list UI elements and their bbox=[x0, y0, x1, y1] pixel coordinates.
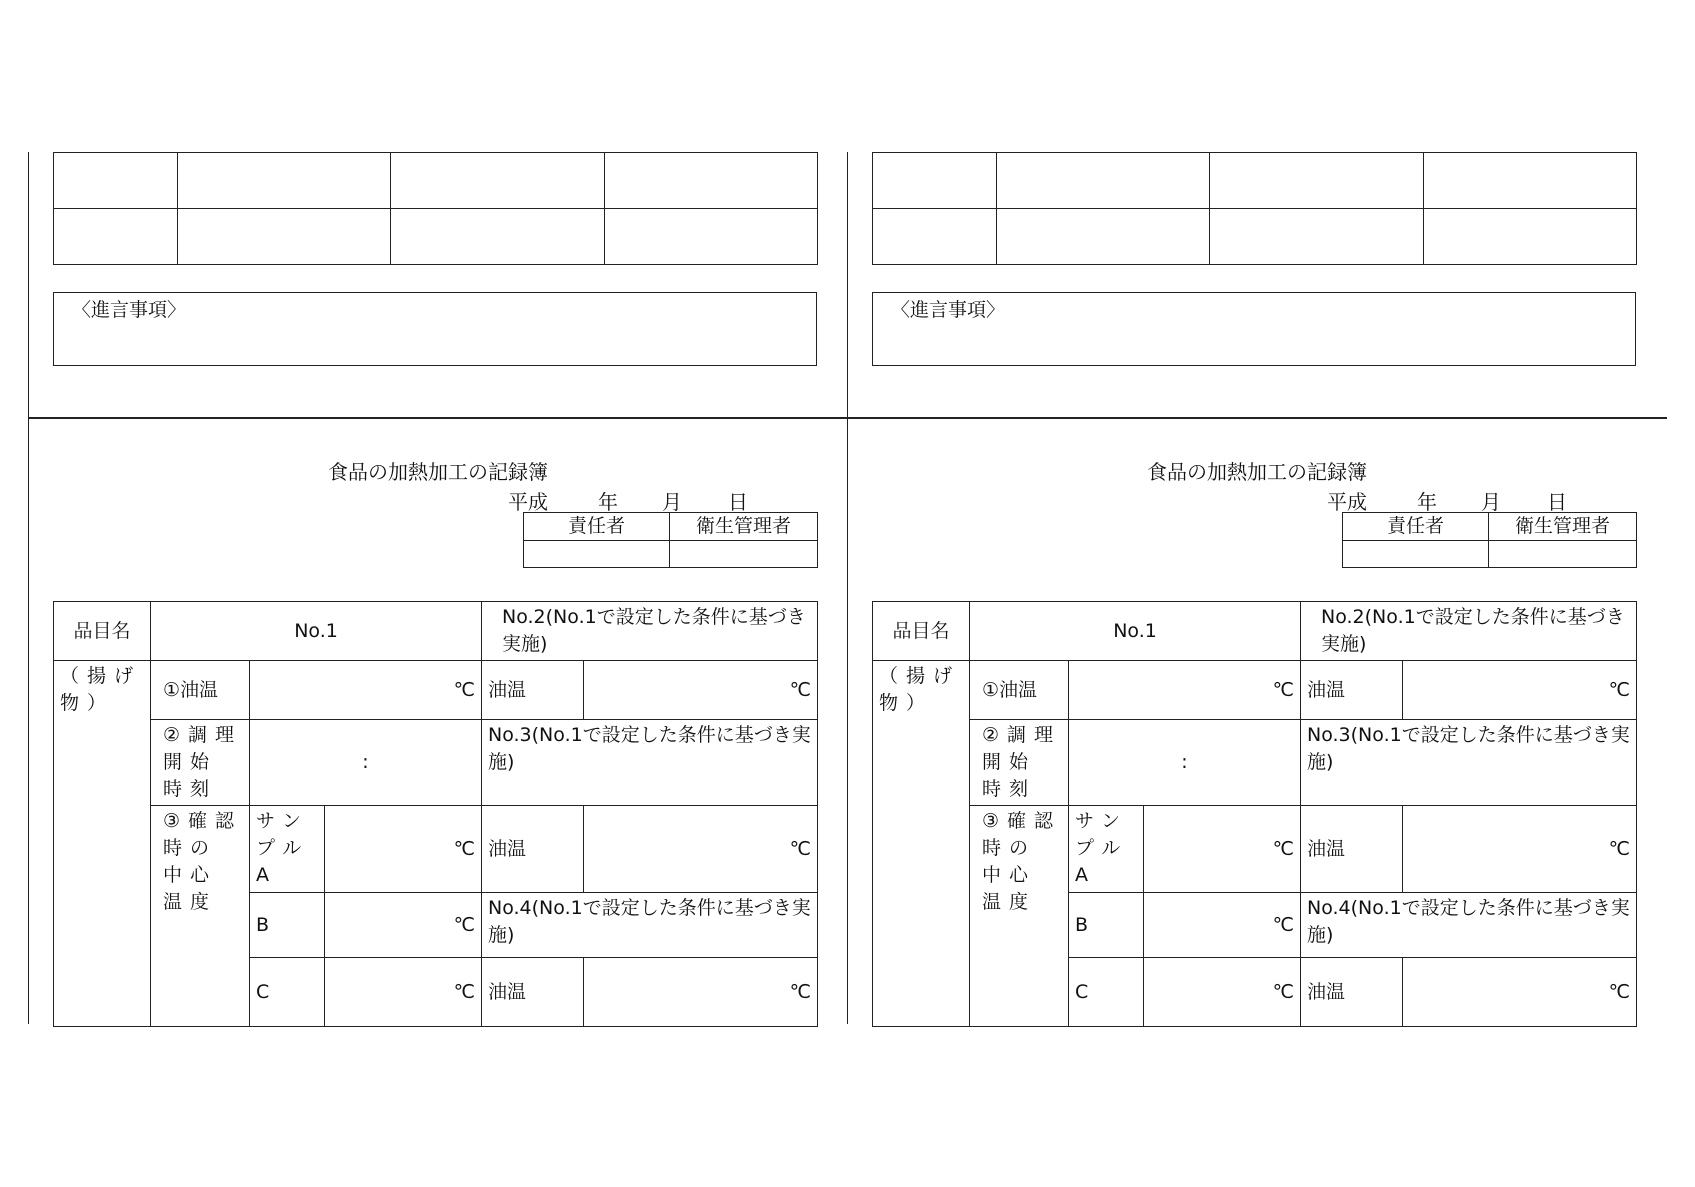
start-time-value[interactable]: : bbox=[1069, 720, 1301, 806]
no3-oil-temp-label: 油温 bbox=[482, 806, 584, 893]
no2-oil-temp-value[interactable]: ℃ bbox=[584, 661, 818, 720]
no2-header: No.2(No.1で設定した条件に基づき実施) bbox=[1301, 602, 1637, 661]
sample-a-value[interactable]: ℃ bbox=[1144, 806, 1301, 893]
form-panel bbox=[0, 0, 820, 1187]
hygiene-manager-signature[interactable] bbox=[1489, 541, 1637, 568]
hygiene-manager-label: 衛生管理者 bbox=[1489, 513, 1637, 541]
date-era: 平成 bbox=[508, 490, 548, 514]
heating-record-table bbox=[872, 601, 1637, 1027]
sample-c-label: C bbox=[250, 958, 325, 1027]
form-panel bbox=[819, 0, 1639, 1187]
form-title: 食品の加熱加工の記録簿 bbox=[328, 460, 548, 484]
start-time-label: ②調理開始時刻 bbox=[970, 720, 1069, 806]
cell[interactable] bbox=[873, 153, 997, 209]
item-name-value[interactable]: （揚げ物） bbox=[54, 661, 151, 1027]
cell[interactable] bbox=[873, 209, 997, 265]
advice-box[interactable] bbox=[872, 292, 1636, 366]
no3-header: No.3(No.1で設定した条件に基づき実施) bbox=[482, 720, 818, 806]
no2-oil-temp-label: 油温 bbox=[482, 661, 584, 720]
cell[interactable] bbox=[605, 209, 818, 265]
previous-record-table bbox=[872, 152, 1637, 265]
hygiene-manager-label: 衛生管理者 bbox=[670, 513, 818, 541]
date-month: 月 bbox=[662, 490, 682, 514]
no3-oil-temp-value[interactable]: ℃ bbox=[1403, 806, 1637, 893]
core-temp-label: ③確認時の中心温度 bbox=[970, 806, 1069, 1027]
sample-a-label: サンプルA bbox=[1069, 806, 1144, 893]
form-title: 食品の加熱加工の記録簿 bbox=[1147, 460, 1367, 484]
date-era: 平成 bbox=[1327, 490, 1367, 514]
no3-oil-temp-value[interactable]: ℃ bbox=[584, 806, 818, 893]
cell[interactable] bbox=[178, 209, 391, 265]
cell[interactable] bbox=[391, 209, 605, 265]
oil-temp-1-value[interactable]: ℃ bbox=[250, 661, 482, 720]
responsible-label: 責任者 bbox=[524, 513, 670, 541]
cell[interactable] bbox=[1210, 209, 1424, 265]
sample-b-label: B bbox=[1069, 893, 1144, 958]
signature-table bbox=[1342, 512, 1637, 568]
no4-oil-temp-value[interactable]: ℃ bbox=[1403, 958, 1637, 1027]
date-year: 年 bbox=[1417, 490, 1437, 514]
heating-record-table bbox=[53, 601, 818, 1027]
cell[interactable] bbox=[1424, 209, 1637, 265]
sample-c-value[interactable]: ℃ bbox=[1144, 958, 1301, 1027]
date-day: 日 bbox=[728, 490, 748, 514]
cell[interactable] bbox=[997, 209, 1210, 265]
no4-oil-temp-label: 油温 bbox=[1301, 958, 1403, 1027]
cell[interactable] bbox=[391, 153, 605, 209]
no2-oil-temp-value[interactable]: ℃ bbox=[1403, 661, 1637, 720]
cut-line-horizontal bbox=[28, 417, 848, 419]
cell[interactable] bbox=[54, 153, 178, 209]
sample-c-value[interactable]: ℃ bbox=[325, 958, 482, 1027]
date-year: 年 bbox=[598, 490, 618, 514]
advice-label: 〈進言事項〉 bbox=[72, 299, 187, 321]
hygiene-manager-signature[interactable] bbox=[670, 541, 818, 568]
sample-b-value[interactable]: ℃ bbox=[325, 893, 482, 958]
cut-line-vertical bbox=[847, 152, 848, 1024]
no1-header: No.1 bbox=[970, 602, 1301, 661]
cut-line-vertical bbox=[28, 152, 29, 1024]
advice-label: 〈進言事項〉 bbox=[891, 299, 1006, 321]
oil-temp-1-value[interactable]: ℃ bbox=[1069, 661, 1301, 720]
oil-temp-1-label: ①油温 bbox=[151, 661, 250, 720]
advice-box[interactable] bbox=[53, 292, 817, 366]
core-temp-label: ③確認時の中心温度 bbox=[151, 806, 250, 1027]
date-day: 日 bbox=[1547, 490, 1567, 514]
sample-a-label: サンプルA bbox=[250, 806, 325, 893]
no2-header: No.2(No.1で設定した条件に基づき実施) bbox=[482, 602, 818, 661]
no3-header: No.3(No.1で設定した条件に基づき実施) bbox=[1301, 720, 1637, 806]
date-month: 月 bbox=[1481, 490, 1501, 514]
item-name-header: 品目名 bbox=[873, 602, 970, 661]
cell[interactable] bbox=[1424, 153, 1637, 209]
responsible-label: 責任者 bbox=[1343, 513, 1489, 541]
responsible-signature[interactable] bbox=[524, 541, 670, 568]
start-time-value[interactable]: : bbox=[250, 720, 482, 806]
oil-temp-1-label: ①油温 bbox=[970, 661, 1069, 720]
sample-b-value[interactable]: ℃ bbox=[1144, 893, 1301, 958]
responsible-signature[interactable] bbox=[1343, 541, 1489, 568]
signature-table bbox=[523, 512, 818, 568]
item-name-value[interactable]: （揚げ物） bbox=[873, 661, 970, 1027]
item-name-header: 品目名 bbox=[54, 602, 151, 661]
no4-oil-temp-value[interactable]: ℃ bbox=[584, 958, 818, 1027]
sample-a-value[interactable]: ℃ bbox=[325, 806, 482, 893]
cut-line-horizontal bbox=[847, 417, 1667, 419]
no2-oil-temp-label: 油温 bbox=[1301, 661, 1403, 720]
no4-header: No.4(No.1で設定した条件に基づき実施) bbox=[482, 893, 818, 958]
start-time-label: ②調理開始時刻 bbox=[151, 720, 250, 806]
cell[interactable] bbox=[54, 209, 178, 265]
previous-record-table bbox=[53, 152, 818, 265]
cell[interactable] bbox=[1210, 153, 1424, 209]
cell[interactable] bbox=[605, 153, 818, 209]
no1-header: No.1 bbox=[151, 602, 482, 661]
no4-header: No.4(No.1で設定した条件に基づき実施) bbox=[1301, 893, 1637, 958]
cell[interactable] bbox=[178, 153, 391, 209]
no3-oil-temp-label: 油温 bbox=[1301, 806, 1403, 893]
cell[interactable] bbox=[997, 153, 1210, 209]
sample-c-label: C bbox=[1069, 958, 1144, 1027]
no4-oil-temp-label: 油温 bbox=[482, 958, 584, 1027]
sample-b-label: B bbox=[250, 893, 325, 958]
